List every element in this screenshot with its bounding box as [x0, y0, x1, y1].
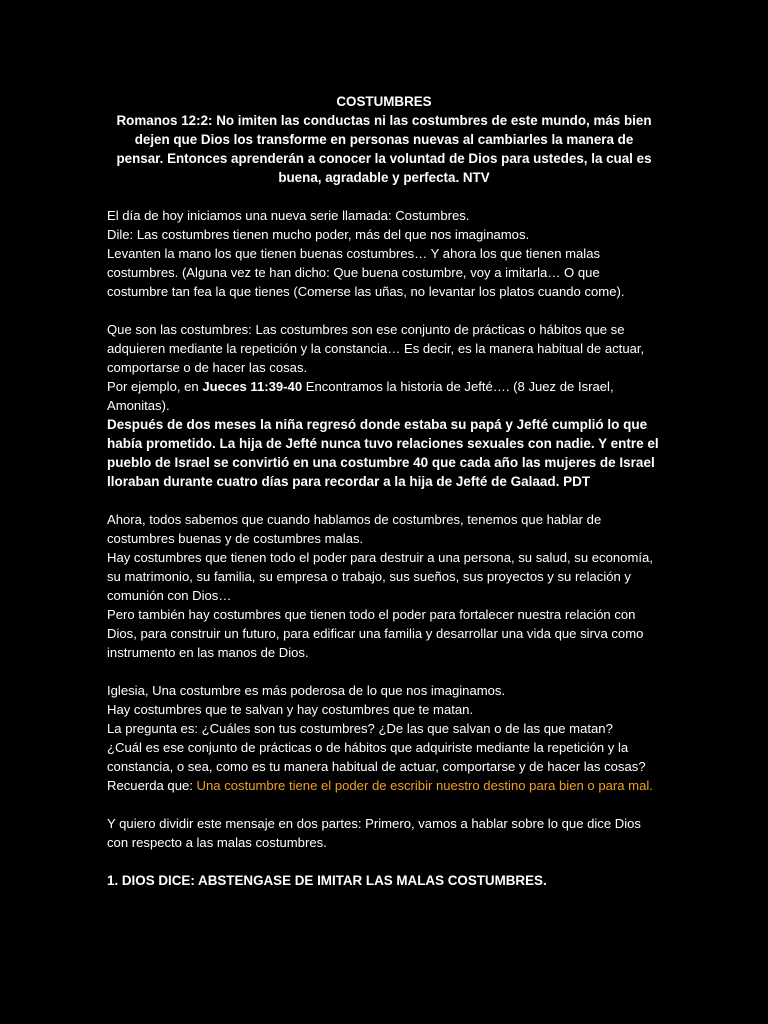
division-paragraph — [107, 814, 661, 852]
scripture-quote: Después de dos meses la niña regresó donde estaba su papá y Jefté cumplió lo que había prometido. La hija de Jefté nunca tuvo relaciones sexuales con nadie. Y entre el pueblo de Israel se convirtió en una costumbre 40 que cada año las mujeres de Israel lloraban durante cuatro días para recordar a la hija de Jefté de Galaad. PDT — [107, 417, 659, 489]
document-title: COSTUMBRES — [336, 94, 432, 109]
church-line: Hay costumbres que te salvan y hay costumbres que te matan. — [107, 702, 474, 717]
document-body — [107, 206, 661, 890]
church-line: Iglesia, Una costumbre es más poderosa de lo que nos imaginamos. — [107, 683, 506, 698]
example-prefix: Por ejemplo, en — [107, 379, 203, 394]
highlighted-text: Una costumbre tiene el poder de escribir nuestro destino para bien o para mal. — [196, 778, 653, 793]
kinds-paragraph — [107, 510, 661, 662]
intro-line: Levanten la mano los que tienen buenas costumbres… Y ahora los que tienen malas costumbres. (Alguna vez te han dicho: Que buena costumbre, voy a imitarla… O que costumbre tan fea la que tienes (Comerse las uñas, no levantar los platos cuando come). — [107, 246, 625, 299]
kinds-line: Ahora, todos sabemos que cuando hablamos de costumbres, tenemos que hablar de costumbres buenas y de costumbres malas. — [107, 512, 602, 546]
intro-line: El día de hoy iniciamos una nueva serie llamada: Costumbres. — [107, 208, 470, 223]
spacer — [107, 187, 661, 206]
kinds-line: Hay costumbres que tienen todo el poder para destruir a una persona, su salud, su economía, su matrimonio, su familia, su empresa o trabajo, sus sueños, sus proyectos y su relación y comunión con Dios… — [107, 550, 653, 603]
document-header — [107, 92, 661, 187]
church-paragraph — [107, 681, 661, 795]
example-suffix: Encontramos la historia de Jefté…. (8 Juez de Israel, Amonitas). — [107, 379, 614, 413]
example-line — [107, 377, 661, 415]
scripture-verse: Romanos 12:2: No imiten las conductas ni las costumbres de este mundo, más bien dejen que Dios los transforme en personas nuevas al cambiarles la manera de pensar. Entonces aprenderán a conocer la voluntad de Dios para ustedes, la cual es buena, agradable y perfecta. NTV — [116, 113, 652, 185]
definition-line: Que son las costumbres: Las costumbres son ese conjunto de prácticas o hábitos que se adquieren mediante la repetición y la constancia… Es decir, es la manera habitual de actuar, comportarse o de hacer las cosas. — [107, 322, 645, 375]
church-line — [107, 738, 661, 795]
section-heading: 1. DIOS DICE: ABSTENGASE DE IMITAR LAS MALAS COSTUMBRES. — [107, 873, 547, 888]
division-line: Y quiero dividir este mensaje en dos partes: Primero, vamos a hablar sobre lo que dice Dios con respecto a las malas costumbres. — [107, 816, 641, 850]
church-line: La pregunta es: ¿Cuáles son tus costumbres? ¿De las que salvan o de las que matan? — [107, 721, 613, 736]
scripture-reference: Jueces 11:39-40 — [202, 379, 303, 394]
intro-line: Dile: Las costumbres tienen mucho poder, más del que nos imaginamos. — [107, 227, 530, 242]
definition-paragraph — [107, 320, 661, 491]
kinds-line: Pero también hay costumbres que tienen todo el poder para fortalecer nuestra relación con Dios, para construir un futuro, para edificar una familia y desarrollar una vida que sirva como instrumento en las manos de Dios. — [107, 607, 644, 660]
intro-paragraph — [107, 206, 661, 301]
question-text: ¿Cuál es ese conjunto de prácticas o de hábitos que adquiriste mediante la repetición y la constancia, o sea, como es tu manera habitual de actuar, comportarse y de hacer las cosas? Recuerda que: — [107, 740, 646, 793]
